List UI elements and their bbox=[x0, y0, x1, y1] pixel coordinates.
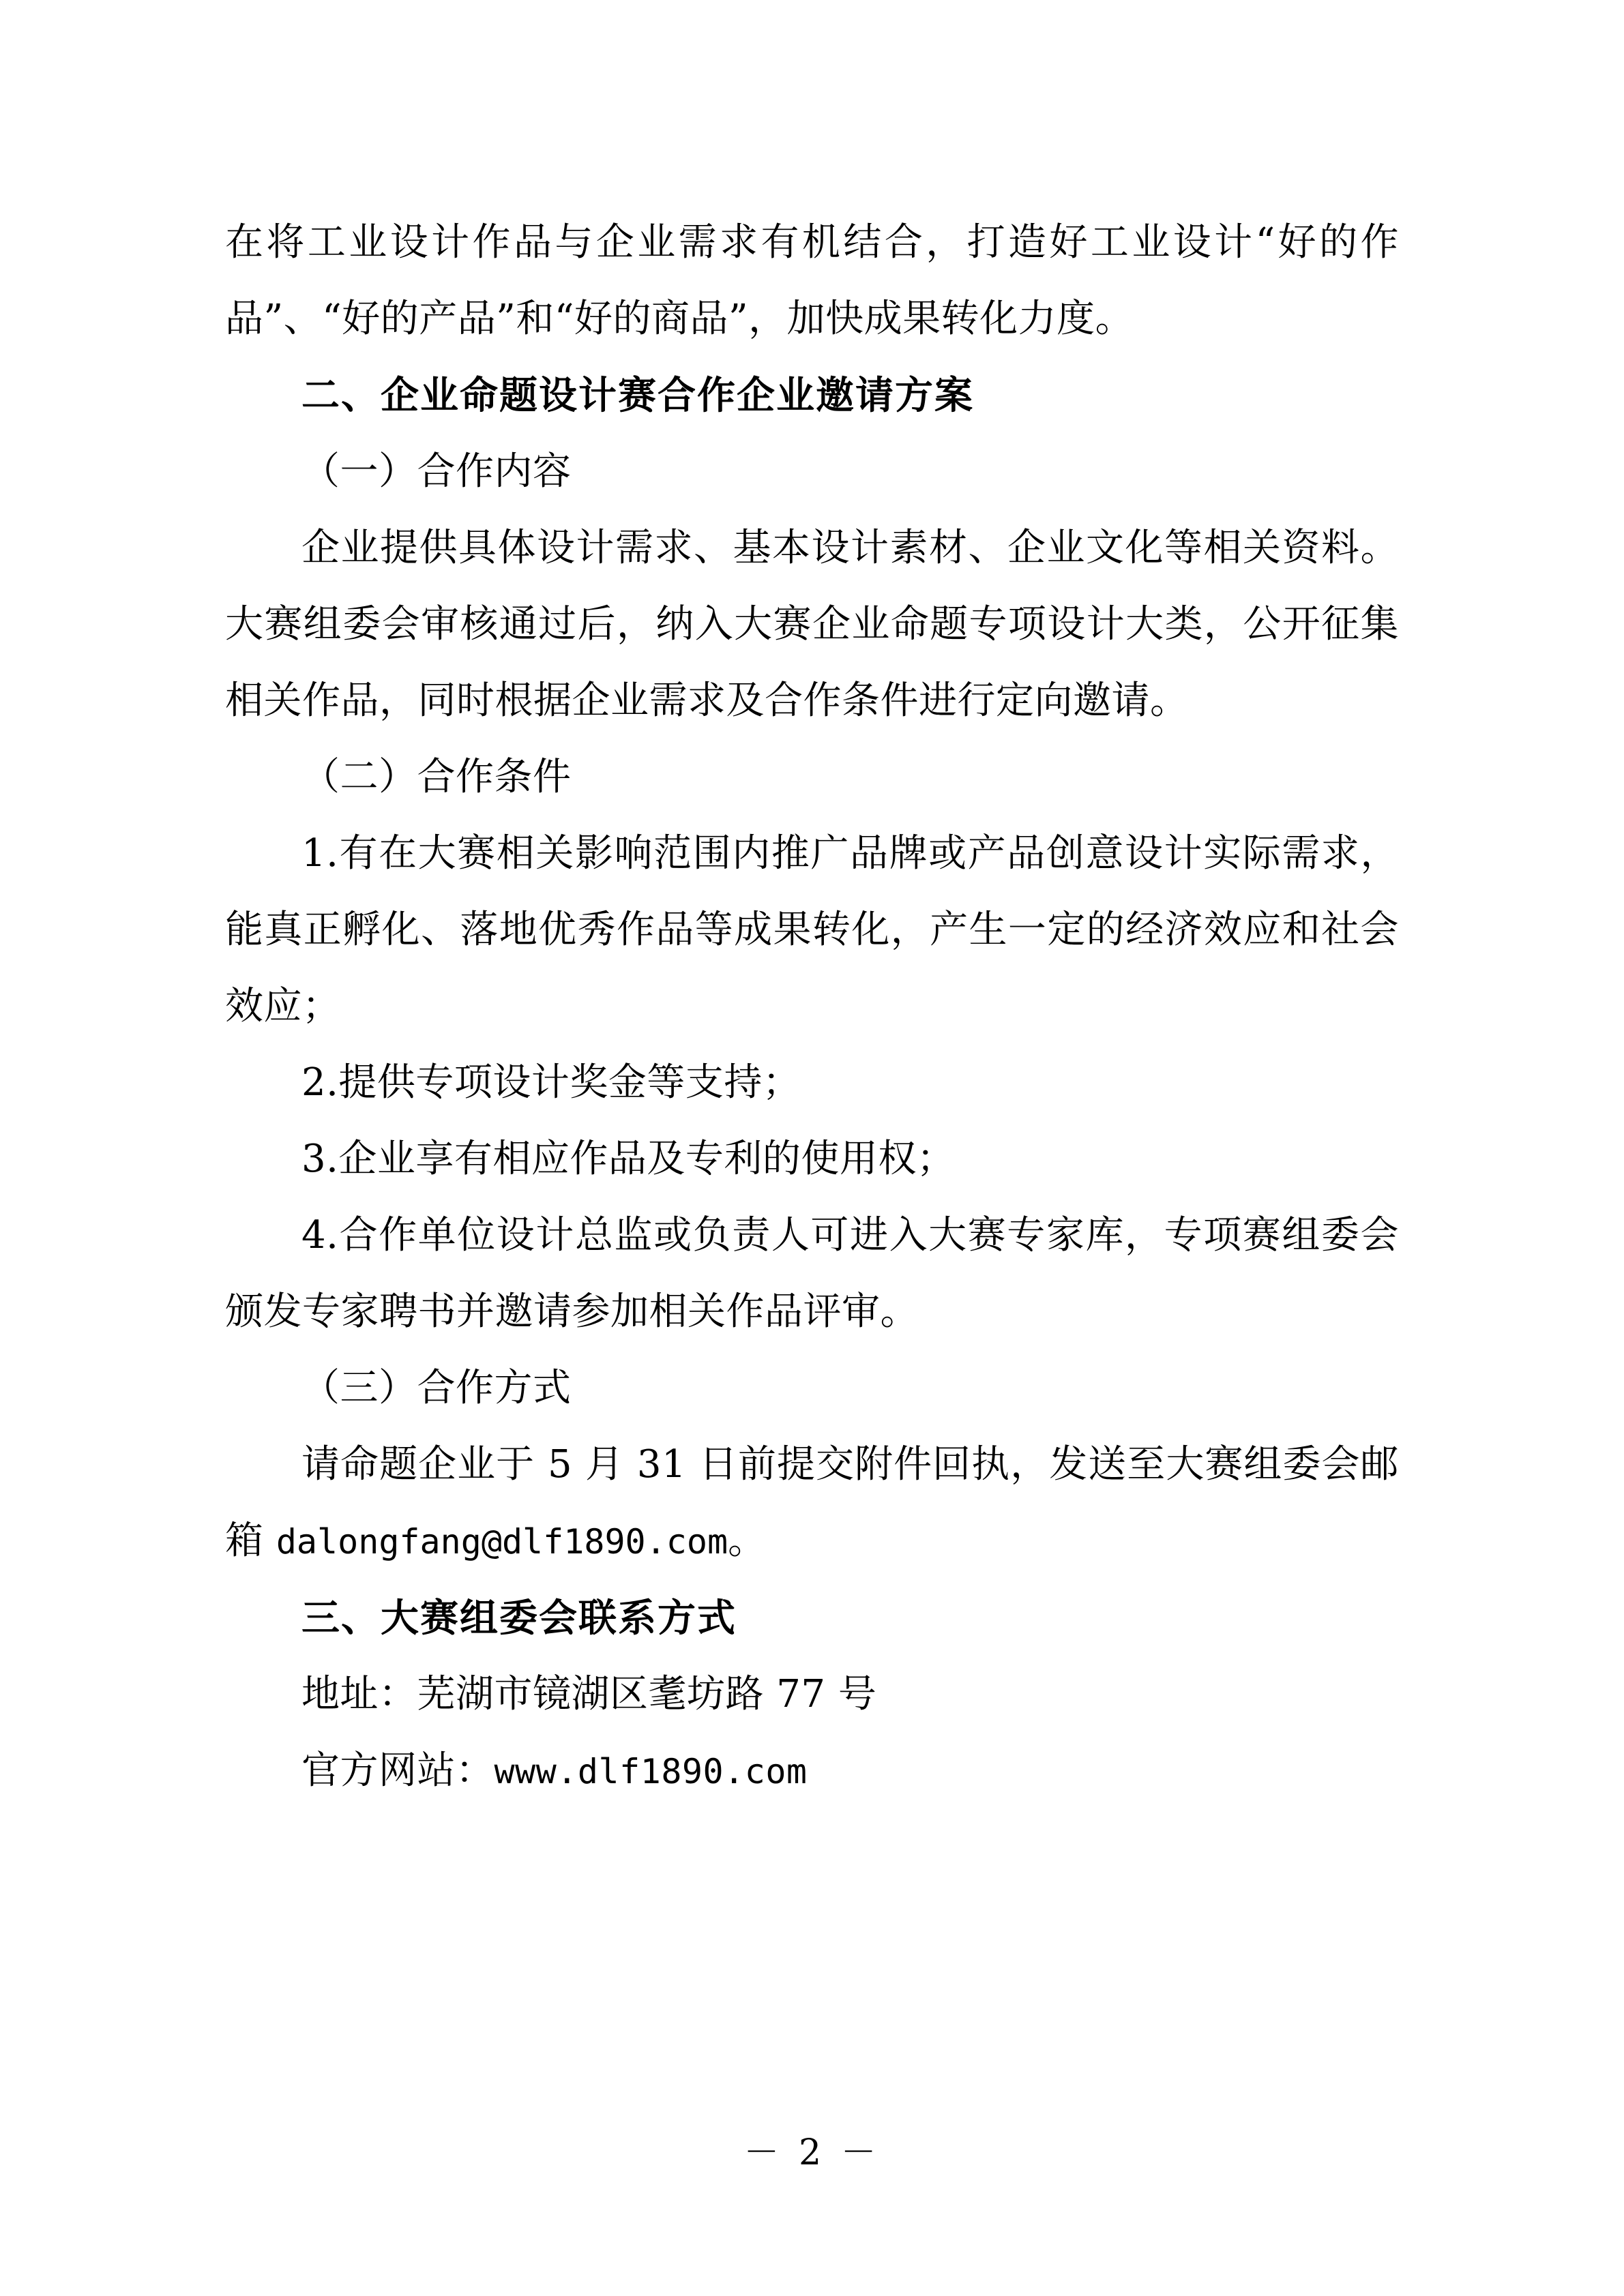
list-item-condition-4: 4.合作单位设计总监或负责人可进入大赛专家库，专项赛组委会颁发专家聘书并邀请参加相关作品评审。 bbox=[225, 1213, 1399, 1334]
cooperation-method-suffix: 。 bbox=[728, 1519, 767, 1563]
contact-website-label: 官方网站： bbox=[301, 1748, 494, 1793]
list-item-condition-1: 1.有在大赛相关影响范围内推广品牌或产品创意设计实际需求，能真正孵化、落地优秀作品等成果转化，产生一定的经济效应和社会效应； bbox=[225, 831, 1399, 1028]
cooperation-method-prefix: 请命题企业于 5 月 31 日前提交附件回执，发送至大赛组委会邮箱 bbox=[225, 1442, 1399, 1563]
contact-website-value: www.dlf1890.com bbox=[494, 1752, 808, 1791]
contact-address bbox=[225, 1656, 1399, 1733]
paragraph-cooperation-method bbox=[225, 1427, 1399, 1580]
contact-website bbox=[225, 1733, 1399, 1810]
document-body bbox=[225, 205, 1399, 1810]
paragraph-continuation: 在将工业设计作品与企业需求有机结合，打造好工业设计“好的作品”、“好的产品”和“好的商品”，加快成果转化力度。 bbox=[225, 220, 1399, 341]
list-item-condition-3: 3.企业享有相应作品及专利的使用权； bbox=[301, 1137, 956, 1181]
page-number: － 2 － bbox=[743, 2132, 881, 2173]
contact-address-value: 芜湖市镜湖区耄坊路 77 号 bbox=[417, 1672, 877, 1716]
subsection-heading-three: （三）合作方式 bbox=[301, 1366, 572, 1410]
subsection-heading-one: （一）合作内容 bbox=[301, 449, 572, 494]
contact-email: dalongfang@dlf1890.com bbox=[276, 1522, 728, 1562]
section-heading-three: 三、大赛组委会联系方式 bbox=[301, 1596, 737, 1641]
contact-address-label: 地址： bbox=[301, 1672, 417, 1716]
section-heading-two: 二、企业命题设计赛合作企业邀请方案 bbox=[301, 373, 974, 418]
subsection-heading-two: （二）合作条件 bbox=[301, 755, 572, 799]
list-item-condition-2: 2.提供专项设计奖金等支持； bbox=[301, 1060, 801, 1105]
paragraph-cooperation-content: 企业提供具体设计需求、基本设计素材、企业文化等相关资料。大赛组委会审核通过后，纳入大赛企业命题专项设计大类，公开征集相关作品，同时根据企业需求及合作条件进行定向邀请。 bbox=[225, 526, 1399, 723]
